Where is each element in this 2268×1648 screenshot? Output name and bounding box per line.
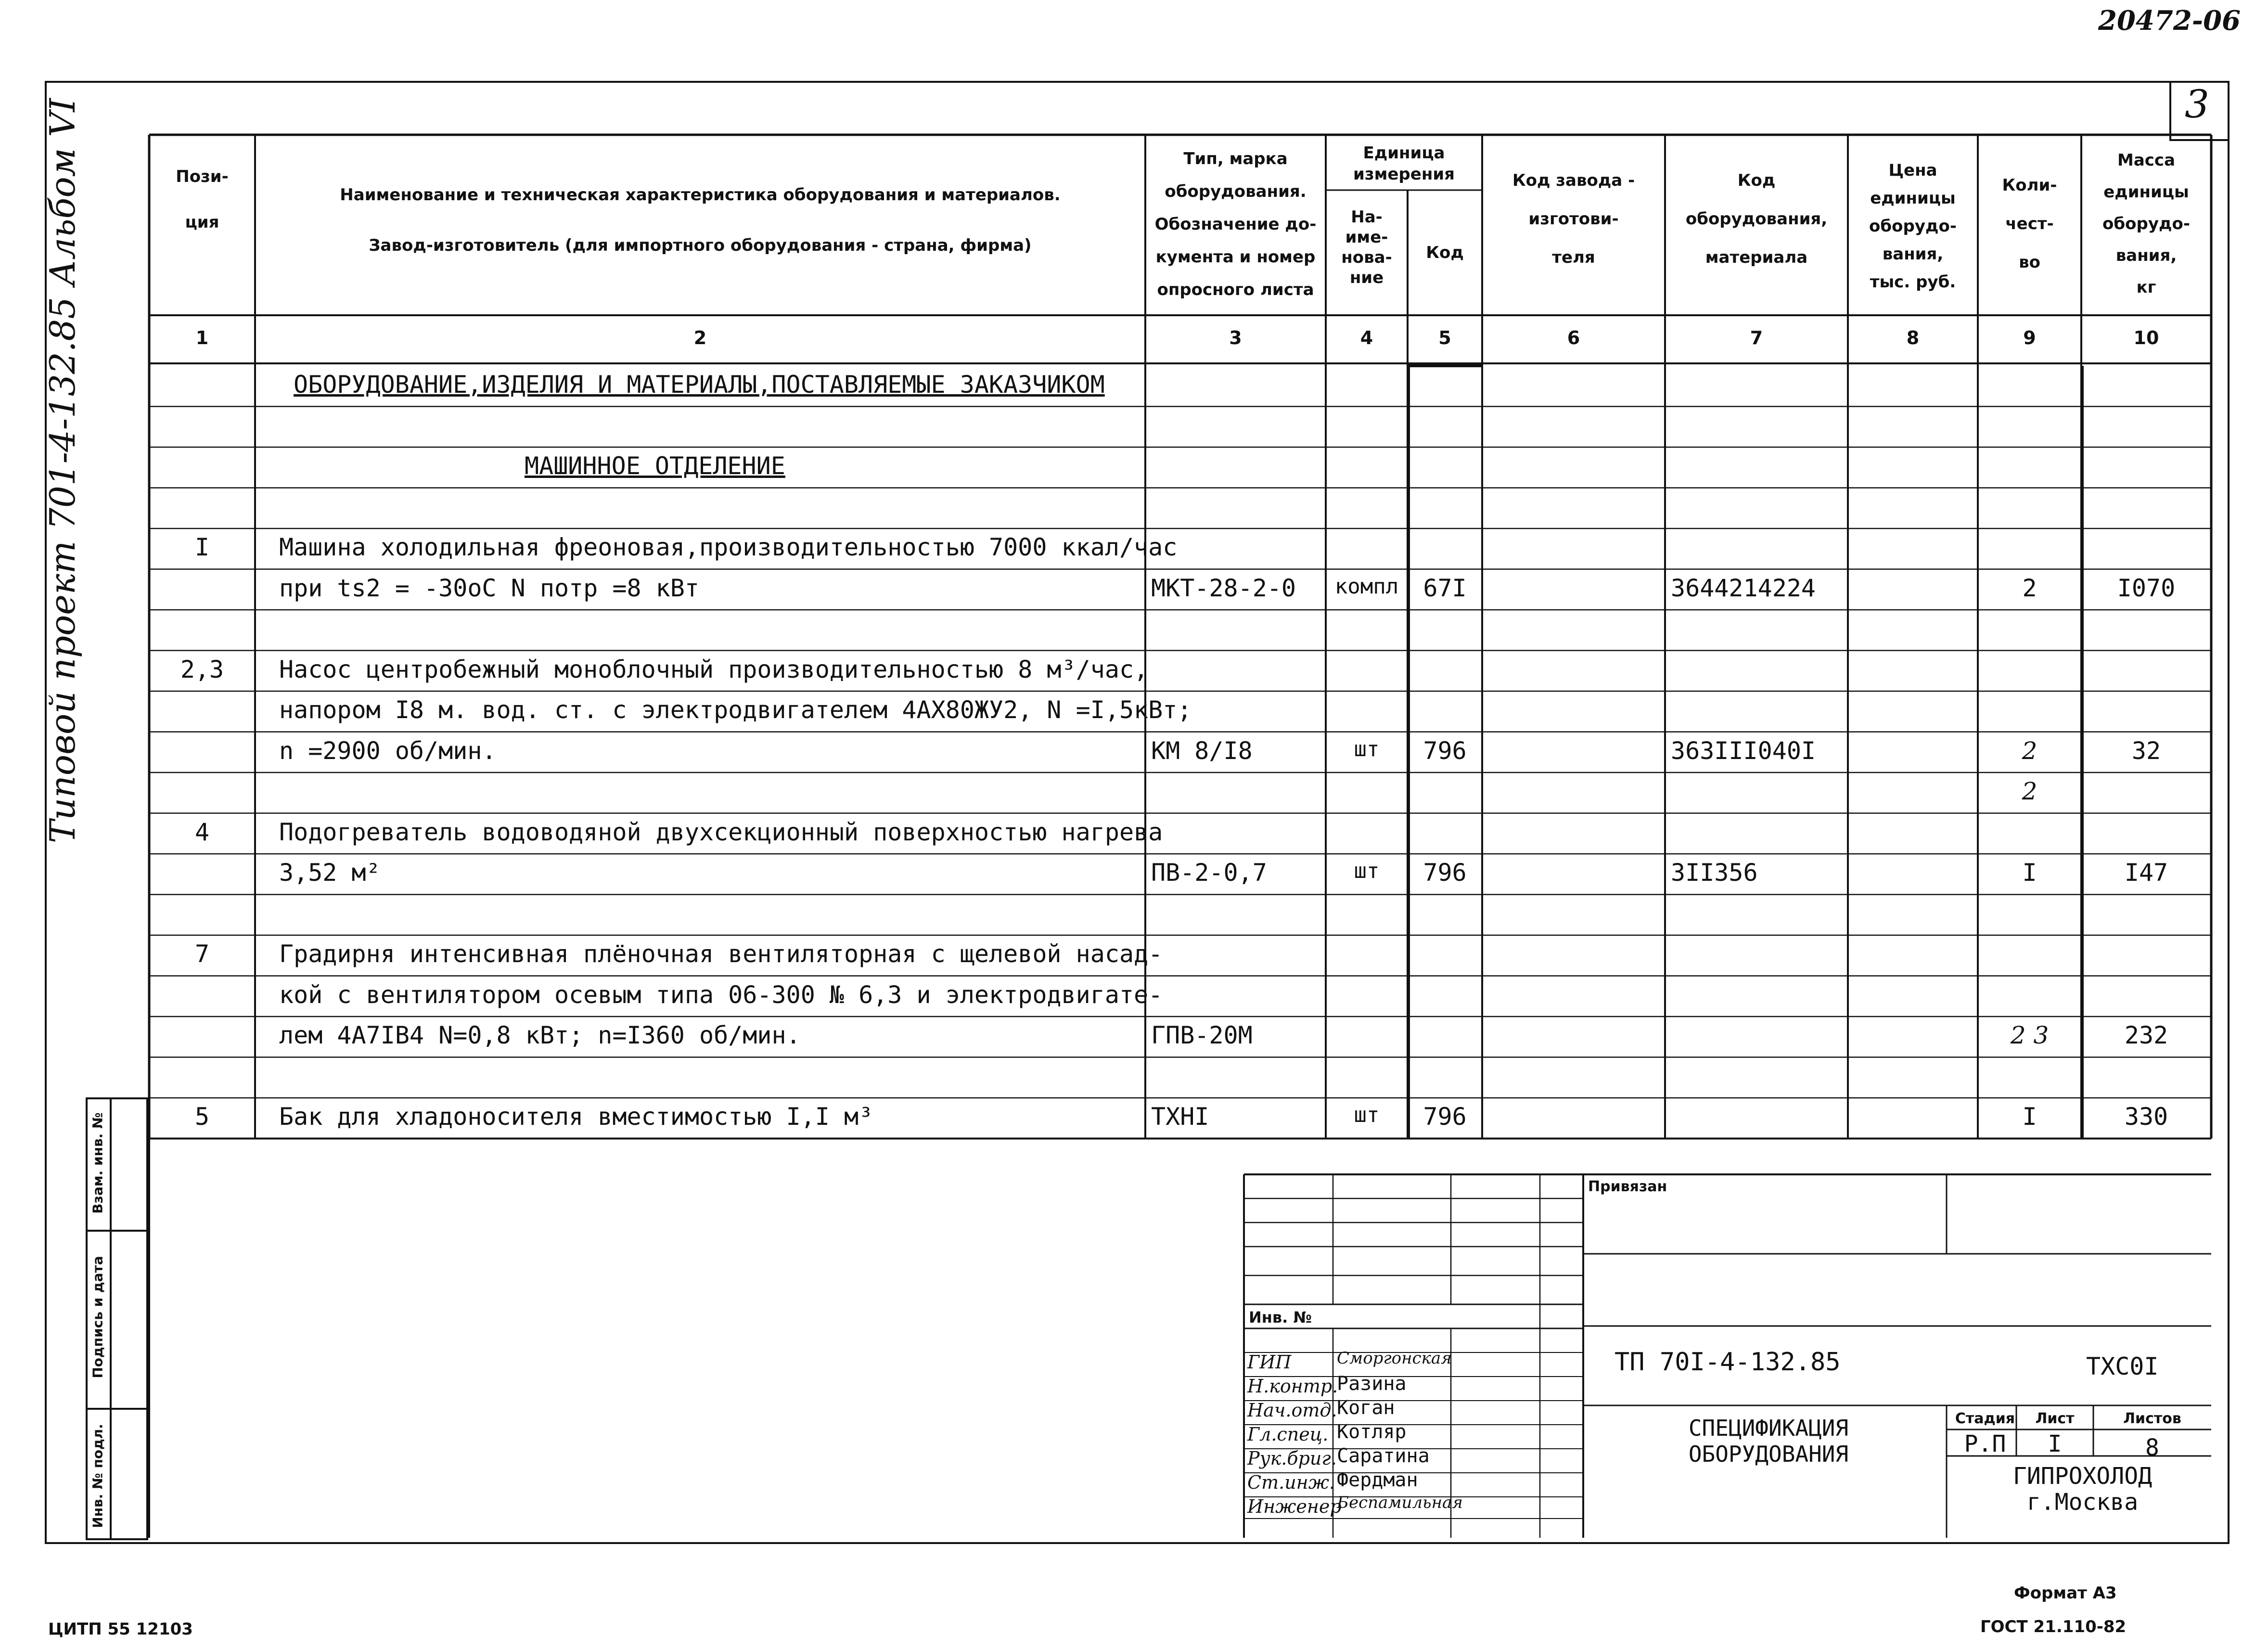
table-cell-unit — [1326, 777, 1408, 818]
table-cell-factory — [1482, 696, 1665, 737]
side-label-inv-sub: Инв. № подл. — [90, 1424, 106, 1528]
stamp-stage: Р.П — [1964, 1430, 2006, 1457]
table-cell-name: лем 4А7IВ4 N=0,8 кВт; n=I360 об/мин. — [279, 1021, 801, 1049]
table-cell-factory — [1482, 1021, 1665, 1062]
table-cell-eq_code — [1671, 371, 1854, 412]
table-cell-qty — [1978, 818, 2081, 859]
table-cell-mass — [2081, 1062, 2211, 1103]
stamp-sheet-label: Лист — [2035, 1410, 2075, 1427]
table-cell-price — [1848, 777, 1978, 818]
table-cell-pos — [149, 615, 255, 656]
table-cell-name — [279, 777, 1145, 818]
table-cell-unit — [1326, 818, 1408, 859]
table-cell-factory — [1482, 1103, 1665, 1144]
table-cell-code — [1408, 818, 1482, 859]
header-unit-code: Код — [1426, 243, 1464, 262]
table-cell-qty — [1978, 940, 2081, 981]
table-cell-price — [1848, 1103, 1978, 1144]
table-cell-eq_code — [1671, 533, 1854, 574]
column-number: 8 — [1906, 327, 1920, 348]
table-cell-mass — [2081, 493, 2211, 534]
stamp-org: ГИПРОХОЛОД г.Москва — [2013, 1463, 2152, 1516]
table-cell-price — [1848, 737, 1978, 778]
table-cell-price — [1848, 371, 1978, 412]
table-cell-eq_code — [1671, 615, 1854, 656]
table-cell-qty — [1978, 1062, 2081, 1103]
table-cell-code — [1408, 371, 1482, 412]
table-cell-factory — [1482, 452, 1665, 493]
table-cell-code — [1408, 777, 1482, 818]
stamp-role: Ст.инж. — [1247, 1472, 1335, 1493]
table-cell-type — [1151, 615, 1332, 656]
table-cell-unit: шт — [1354, 736, 1380, 761]
table-cell-name: Бак для хладоносителя вместимостью I,I м³ — [279, 1103, 873, 1131]
table-cell-price — [1848, 412, 1978, 452]
stamp-person-name: Котляр — [1337, 1421, 1407, 1443]
column-number: 6 — [1567, 327, 1580, 348]
table-cell-price — [1848, 1062, 1978, 1103]
table-cell-mass — [2081, 412, 2211, 452]
table-cell-price — [1848, 818, 1978, 859]
table-cell-qty — [1978, 412, 2081, 452]
header-equipment-code: Код оборудования, материала — [1685, 171, 1828, 267]
table-cell-type — [1151, 940, 1332, 981]
table-cell-qty — [1978, 900, 2081, 940]
column-number: 10 — [2133, 327, 2159, 348]
stamp-person-name: Коган — [1337, 1397, 1395, 1419]
table-cell-name: кой с вентилятором осевым типа 06-300 № 6,3 и электродвигате- — [279, 980, 1163, 1009]
table-cell-mass: 32 — [2131, 736, 2161, 765]
stamp-title: СПЕЦИФИКАЦИЯ ОБОРУДОВАНИЯ — [1688, 1415, 1849, 1467]
table-cell-qty — [1978, 493, 2081, 534]
table-cell-price — [1848, 696, 1978, 737]
table-cell-unit: компл — [1334, 574, 1399, 599]
stamp-person-name: Разина — [1337, 1373, 1407, 1395]
table-cell-factory — [1482, 940, 1665, 981]
table-cell-qty — [1978, 452, 2081, 493]
table-cell-code — [1408, 656, 1482, 696]
table-cell-unit — [1326, 412, 1408, 452]
stamp-role: Рук.бриг. — [1247, 1448, 1337, 1469]
table-cell-factory — [1482, 615, 1665, 656]
table-cell-qty — [1978, 615, 2081, 656]
table-cell-price — [1848, 574, 1978, 615]
table-cell-price — [1848, 940, 1978, 981]
stamp-sheet: I — [2048, 1430, 2062, 1457]
table-cell-pos — [149, 452, 255, 493]
table-cell-code — [1408, 615, 1482, 656]
table-cell-type: ТХНI — [1151, 1103, 1209, 1131]
table-cell-price — [1848, 859, 1978, 900]
table-cell-eq_code — [1671, 1021, 1854, 1062]
table-cell-pos — [149, 777, 255, 818]
table-cell-pos — [149, 493, 255, 534]
table-cell-eq_code — [1671, 656, 1854, 696]
footer-left: ЦИТП 55 12103 — [48, 1620, 193, 1639]
table-cell-qty — [1978, 656, 2081, 696]
table-cell-unit — [1326, 1062, 1408, 1103]
table-cell-name — [279, 412, 1145, 452]
table-cell-code: 796 — [1423, 736, 1467, 765]
table-cell-price — [1848, 900, 1978, 940]
table-cell-price — [1848, 981, 1978, 1022]
table-cell-qty: 2 — [2022, 777, 2037, 805]
table-cell-factory — [1482, 493, 1665, 534]
table-cell-factory — [1482, 981, 1665, 1022]
table-cell-unit — [1326, 533, 1408, 574]
table-cell-qty: 2 — [2022, 736, 2037, 765]
table-cell-code — [1408, 533, 1482, 574]
table-cell-name: Насос центробежный моноблочный производительностью 8 м³/час, — [279, 655, 1149, 683]
table-cell-factory — [1482, 371, 1665, 412]
table-cell-name: ОБОРУДОВАНИЕ,ИЗДЕЛИЯ И МАТЕРИАЛЫ,ПОСТАВЛЯЕМЫЕ ЗАКАЗЧИКОМ — [294, 371, 1105, 399]
table-cell-eq_code — [1671, 452, 1854, 493]
table-cell-name — [279, 900, 1145, 940]
table-cell-code — [1408, 412, 1482, 452]
table-cell-unit: шт — [1354, 859, 1380, 883]
table-cell-unit — [1326, 1021, 1408, 1062]
table-cell-type: МКТ-28-2-0 — [1151, 574, 1296, 602]
table-cell-qty — [1978, 696, 2081, 737]
table-cell-eq_code — [1671, 493, 1854, 534]
table-cell-type — [1151, 900, 1332, 940]
table-cell-factory — [1482, 1062, 1665, 1103]
sheet-corner-number: 3 — [2185, 82, 2209, 127]
stamp-sheets-label: Листов — [2123, 1410, 2181, 1427]
header-name-a: Наименование и техническая характеристика оборудования и материалов. — [340, 185, 1061, 205]
table-cell-qty — [1978, 533, 2081, 574]
side-label-inv-zam: Взам. инв. № — [90, 1112, 106, 1214]
table-cell-mass: I47 — [2124, 859, 2168, 887]
table-cell-pos — [149, 574, 255, 615]
table-cell-code — [1408, 900, 1482, 940]
table-cell-qty: 2 3 — [2010, 1021, 2049, 1049]
table-cell-price — [1848, 452, 1978, 493]
table-cell-price — [1848, 656, 1978, 696]
corner-document-number: 20472-06 — [2098, 5, 2241, 37]
table-cell-unit — [1326, 615, 1408, 656]
table-cell-pos: I — [194, 533, 210, 561]
table-cell-type — [1151, 371, 1332, 412]
footer-gost: ГОСТ 21.110-82 — [1980, 1617, 2127, 1636]
table-cell-code: 796 — [1423, 1103, 1467, 1131]
column-number: 7 — [1750, 327, 1763, 348]
stamp-inv-no: Инв. № — [1249, 1308, 1312, 1326]
table-cell-type: ГПВ-20М — [1151, 1021, 1253, 1049]
table-cell-mass — [2081, 533, 2211, 574]
table-cell-code: 67I — [1423, 574, 1467, 602]
table-cell-price — [1848, 615, 1978, 656]
stamp-stage-label: Стадия — [1955, 1410, 2015, 1427]
table-cell-mass — [2081, 615, 2211, 656]
table-cell-name: напором I8 м. вод. ст. с электродвигателем 4АХ80ЖУ2, N =I,5кВт; — [279, 696, 1192, 724]
table-cell-mass — [2081, 818, 2211, 859]
table-cell-name — [279, 615, 1145, 656]
header-price: Цена единицы оборудо- вания, тыс. руб. — [1869, 161, 1957, 292]
side-title: Типовой проект 701-4-132.85 Альбом VI — [42, 98, 83, 843]
table-cell-name: 3,52 м² — [279, 859, 381, 887]
table-cell-eq_code: 363III040I — [1671, 736, 1816, 765]
table-cell-pos — [149, 371, 255, 412]
table-cell-price — [1848, 1021, 1978, 1062]
table-cell-factory — [1482, 737, 1665, 778]
column-number: 9 — [2023, 327, 2036, 348]
table-cell-mass: 232 — [2124, 1021, 2168, 1049]
table-cell-eq_code — [1671, 1103, 1854, 1144]
table-cell-unit — [1326, 900, 1408, 940]
table-cell-code — [1408, 1062, 1482, 1103]
table-cell-factory — [1482, 574, 1665, 615]
table-cell-qty — [1978, 371, 2081, 412]
table-cell-name: Градирня интенсивная плёночная вентиляторная с щелевой насад- — [279, 940, 1163, 968]
table-cell-pos — [149, 981, 255, 1022]
table-cell-code — [1408, 452, 1482, 493]
table-cell-eq_code — [1671, 412, 1854, 452]
table-cell-type — [1151, 1062, 1332, 1103]
table-cell-code — [1408, 981, 1482, 1022]
table-cell-eq_code: 3644214224 — [1671, 574, 1816, 602]
table-cell-unit: шт — [1354, 1103, 1380, 1127]
header-unit-name: На- име- нова- ние — [1341, 207, 1392, 287]
column-number: 1 — [195, 327, 209, 348]
table-cell-factory — [1482, 412, 1665, 452]
table-cell-type — [1151, 777, 1332, 818]
table-cell-mass — [2081, 777, 2211, 818]
table-cell-pos: 4 — [194, 818, 210, 846]
table-cell-type — [1151, 452, 1332, 493]
table-cell-pos — [149, 737, 255, 778]
column-number: 2 — [693, 327, 707, 348]
table-cell-mass — [2081, 452, 2211, 493]
column-number: 4 — [1360, 327, 1373, 348]
table-cell-mass — [2081, 940, 2211, 981]
stamp-role: ГИП — [1247, 1352, 1292, 1373]
table-cell-type — [1151, 493, 1332, 534]
table-cell-qty: 2 — [2022, 574, 2037, 602]
table-cell-factory — [1482, 818, 1665, 859]
table-cell-pos: 2,3 — [180, 655, 224, 683]
table-cell-eq_code — [1671, 818, 1854, 859]
stamp-person-name: Фердман — [1337, 1469, 1418, 1491]
table-cell-factory — [1482, 859, 1665, 900]
table-cell-type — [1151, 818, 1332, 859]
table-cell-factory — [1482, 656, 1665, 696]
table-cell-name — [279, 1062, 1145, 1103]
header-factory-code: Код завода - изготови- теля — [1512, 171, 1635, 267]
table-cell-unit — [1326, 452, 1408, 493]
table-cell-pos: 7 — [194, 940, 210, 968]
table-cell-name: при ts2 = -30оС N потр =8 кВт — [279, 574, 699, 602]
table-cell-name: МАШИННОЕ ОТДЕЛЕНИЕ — [525, 452, 785, 480]
table-cell-pos — [149, 859, 255, 900]
table-cell-factory — [1482, 533, 1665, 574]
table-cell-unit — [1326, 696, 1408, 737]
table-cell-name: Подогреватель водоводяной двухсекционный поверхностью нагрева — [279, 818, 1163, 846]
header-type: Тип, марка оборудования. Обозначение до- кумента и номер опросного листа — [1154, 149, 1317, 299]
stamp-person-name: Саратина — [1337, 1445, 1430, 1467]
table-cell-pos — [149, 412, 255, 452]
table-cell-name: n =2900 об/мин. — [279, 736, 497, 765]
table-cell-eq_code — [1671, 940, 1854, 981]
table-cell-type — [1151, 412, 1332, 452]
table-cell-mass — [2081, 696, 2211, 737]
table-cell-unit — [1326, 940, 1408, 981]
table-cell-pos — [149, 1021, 255, 1062]
table-cell-code — [1408, 940, 1482, 981]
table-cell-factory — [1482, 900, 1665, 940]
stamp-role: Н.контр. — [1247, 1376, 1338, 1397]
header-position: Пози- ция — [176, 167, 229, 232]
stamp-sheets: 8 — [2145, 1434, 2159, 1461]
table-cell-unit — [1326, 656, 1408, 696]
table-cell-eq_code — [1671, 777, 1854, 818]
stamp-person-name: Беспамильная — [1337, 1493, 1463, 1512]
table-cell-name: Машина холодильная фреоновая,производительностью 7000 ккал/час — [279, 533, 1178, 561]
stamp-role: Нач.отд. — [1247, 1400, 1337, 1421]
table-cell-unit — [1326, 371, 1408, 412]
table-cell-eq_code — [1671, 981, 1854, 1022]
header-mass: Масса единицы оборудо- вания, кг — [2102, 151, 2190, 297]
table-cell-qty: I — [2022, 859, 2037, 887]
side-label-sign-date: Подпись и дата — [90, 1256, 106, 1378]
table-cell-mass — [2081, 900, 2211, 940]
table-cell-mass — [2081, 371, 2211, 412]
table-cell-type: ПВ-2-0,7 — [1151, 859, 1267, 887]
table-cell-type — [1151, 696, 1332, 737]
table-cell-unit — [1326, 981, 1408, 1022]
header-name-b: Завод-изготовитель (для импортного оборудования - страна, фирма) — [369, 236, 1032, 255]
table-cell-mass — [2081, 656, 2211, 696]
table-cell-code — [1408, 1021, 1482, 1062]
table-cell-pos — [149, 1062, 255, 1103]
table-cell-code: 796 — [1423, 859, 1467, 887]
stamp-person-name: Сморгонская — [1337, 1349, 1452, 1368]
table-cell-mass: 330 — [2124, 1103, 2168, 1131]
table-cell-eq_code — [1671, 1062, 1854, 1103]
header-unit: Единица измерения — [1353, 143, 1455, 184]
table-cell-qty — [1978, 981, 2081, 1022]
table-cell-unit — [1326, 493, 1408, 534]
table-cell-type: КМ 8/I8 — [1151, 736, 1253, 765]
footer-format: Формат А3 — [2014, 1584, 2117, 1603]
table-cell-type — [1151, 981, 1332, 1022]
stamp-role: Инженер — [1247, 1496, 1342, 1517]
table-cell-type — [1151, 656, 1332, 696]
table-cell-pos — [149, 900, 255, 940]
table-cell-code — [1408, 696, 1482, 737]
column-number: 3 — [1229, 327, 1242, 348]
column-number: 5 — [1438, 327, 1451, 348]
table-cell-eq_code — [1671, 696, 1854, 737]
stamp-project-code: ТП 70I-4-132.85 — [1615, 1348, 1841, 1377]
table-cell-qty: I — [2022, 1103, 2037, 1131]
table-cell-pos — [149, 696, 255, 737]
table-cell-factory — [1482, 777, 1665, 818]
table-cell-eq_code: 3II356 — [1671, 859, 1758, 887]
stamp-role: Гл.спец. — [1247, 1424, 1329, 1445]
table-cell-price — [1848, 493, 1978, 534]
table-cell-mass — [2081, 981, 2211, 1022]
table-cell-mass: I070 — [2117, 574, 2176, 602]
header-quantity: Коли- чест- во — [2002, 176, 2057, 272]
table-cell-name — [279, 493, 1145, 534]
table-cell-price — [1848, 533, 1978, 574]
table-cell-pos: 5 — [194, 1103, 210, 1131]
table-cell-eq_code — [1671, 900, 1854, 940]
table-cell-code — [1408, 493, 1482, 534]
stamp-privyazan: Привязан — [1588, 1178, 1667, 1195]
stamp-doc-code: ТХС0I — [2086, 1352, 2159, 1380]
table-cell-type — [1151, 533, 1332, 574]
